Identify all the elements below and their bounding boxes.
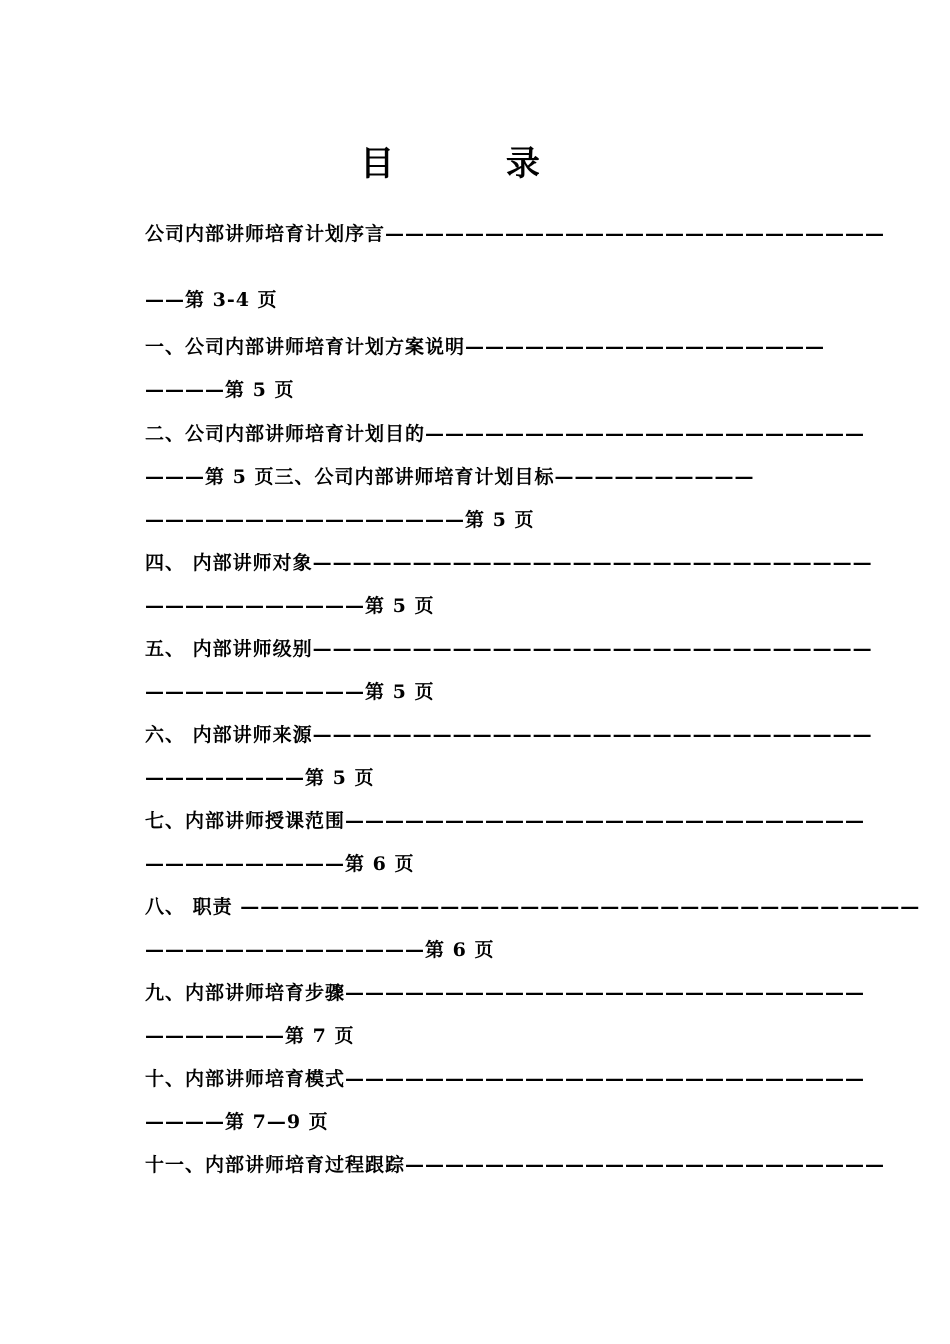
toc-line: ——————————————第 6 页 [145,939,495,961]
toc-line: ———————————第 5 页 [145,681,435,703]
toc-line: 六、 内部讲师来源———————————————————————————— [145,724,873,746]
toc-line: 一、公司内部讲师培育计划方案说明—————————————————— [145,336,826,358]
page-title: 目 录 [360,144,590,184]
toc-line: 九、内部讲师培育步骤—————————————————————————— [145,982,866,1004]
toc-line: ————第 5 页 [145,379,295,401]
toc-line: ———————第 7 页 [145,1025,355,1047]
toc-line: 十、内部讲师培育模式—————————————————————————— [145,1068,866,1090]
toc-line: 二、公司内部讲师培育计划目的—————————————————————— [145,423,866,445]
toc-line: ————第 7—9 页 [145,1111,329,1133]
toc-line: ————————————————第 5 页 [145,509,535,531]
toc-line: 七、内部讲师授课范围—————————————————————————— [145,810,866,832]
toc-line: 八、 职责 —————————————————————————————————— [145,896,921,918]
toc-line: ————————第 5 页 [145,767,375,789]
toc-line: 公司内部讲师培育计划序言————————————————————————— [145,223,886,245]
toc-line: 十一、内部讲师培育过程跟踪———————————————————————— [145,1154,886,1176]
toc-line: 五、 内部讲师级别———————————————————————————— [145,638,873,660]
toc-line: ——————————第 6 页 [145,853,415,875]
toc-line: ——第 3-4 页 [145,289,278,311]
toc-line: ———————————第 5 页 [145,595,435,617]
toc-line: 四、 内部讲师对象———————————————————————————— [145,552,873,574]
toc-line: ———第 5 页三、公司内部讲师培育计划目标—————————— [145,466,755,488]
